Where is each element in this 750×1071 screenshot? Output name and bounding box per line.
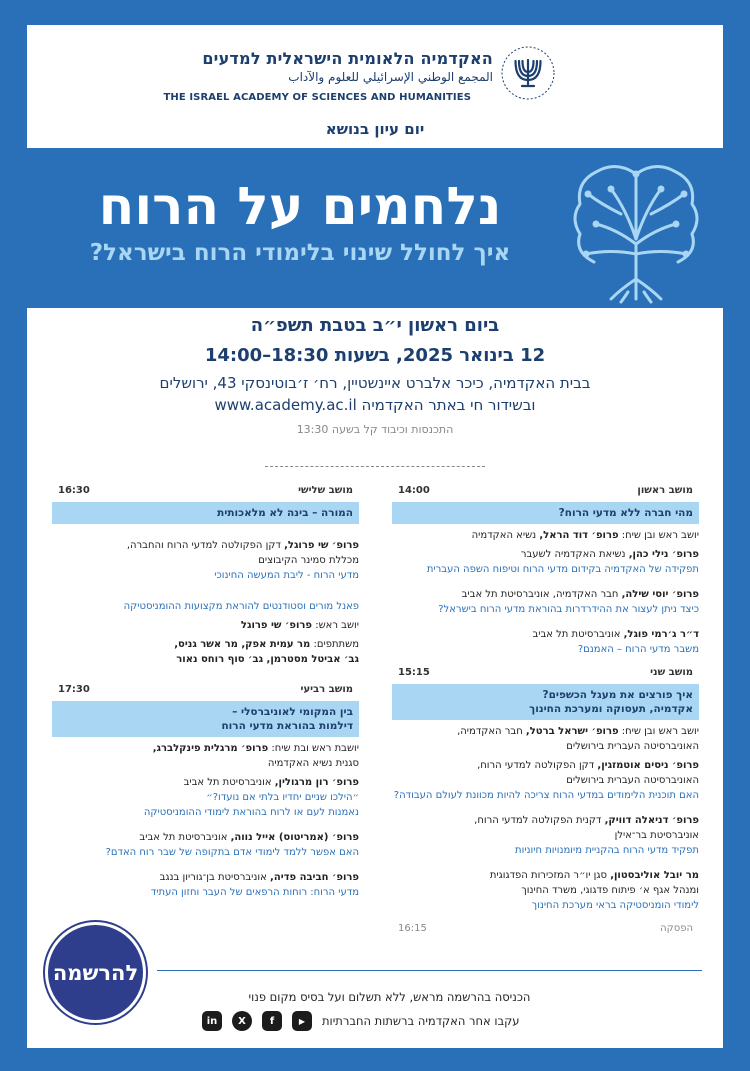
event-hebrew-date: ביום ראשון י״ב בטבת תשפ״ה <box>250 315 500 336</box>
speaker-topic: ״הילכו שניים יחדיו בלתי אם נועדו?״ <box>206 792 359 803</box>
tree-brain-icon <box>566 154 706 304</box>
speaker: פרופ׳ רון מרגולין, אוניברסיטת תל אביב <box>183 777 359 788</box>
speaker-topic: מדעי הרוח: רוחות הרפאים של העבר וחזון העתיד <box>150 887 359 898</box>
break-time: 16:15 <box>398 923 427 934</box>
admission-note: הכניסה בהרשמה מראש, ללא תשלום ועל בסיס מקום פנוי <box>248 990 531 1004</box>
speaker: פרופ׳ ניסים אוטמזגין, דקן הפקולטה למדעי הרוח, <box>477 760 699 771</box>
session-1 <box>392 485 699 657</box>
session-title: מהי חברה ללא מדעי הרוח? <box>392 502 699 524</box>
break-row <box>392 923 699 937</box>
menorah-emblem-icon <box>499 44 557 102</box>
broadcast-prefix: ובשידור חי באתר האקדמיה <box>361 396 536 414</box>
session-chair: יושב ראש ובן שיח: פרופ׳ דוד הראל, נשיא האקדמיה <box>471 530 699 541</box>
org-name-arabic: المجمع الوطني الإسرائيلي للعلوم والآداب <box>288 70 493 84</box>
x-icon[interactable]: X <box>232 1011 252 1031</box>
speaker-topic: מדעי הרוח - ליבת המעשה החינוכי <box>214 570 359 581</box>
speaker-topic: האם תוכנית הלימודים במדעי הרוח צריכה להיות מכוונת לעולם העבודה? <box>393 790 699 801</box>
event-broadcast <box>0 396 750 414</box>
speaker: פרופ׳ יוסי שילה, חבר האקדמיה, אוניברסיטת תל אביב <box>461 589 699 600</box>
speaker-topic-more: נאמנות לעם או לרוח בהוראת לימודי ההומניסטיקה <box>143 807 359 818</box>
session-2 <box>392 667 699 937</box>
org-name-hebrew: האקדמיה הלאומית הישראלית למדעים <box>202 49 493 68</box>
panel-participants-more: גב׳ אביטל מסטרמן, גב׳ סוף רוחס נאור <box>176 654 359 665</box>
speaker: פרופ׳ שי פרוגל, דקן הפקולטה למדעי הרוח והחברה, <box>126 540 359 551</box>
panel-chair: יושב ראש: פרופ׳ שי פרוגל <box>240 620 359 631</box>
session-chair-affiliation: סגנית נשיא האקדמיה <box>267 758 359 769</box>
session-4 <box>52 684 359 900</box>
speaker: ד״ר ג׳רמי פוגל, אוניברסיטת תל אביב <box>532 629 699 640</box>
speaker: פרופ׳ חביבה פדיה, אוניברסיטת בן־גוריון בנגב <box>159 872 359 883</box>
session-label: מושב ראשון <box>637 485 693 496</box>
linkedin-icon[interactable]: in <box>202 1011 222 1031</box>
break-label: הפסקה <box>660 923 693 934</box>
session-time: 14:00 <box>398 485 430 496</box>
event-date-time: 12 בינואר 2025, בשעות 18:30–14:00 <box>204 345 546 366</box>
speaker-affiliation: אוניברסיטת בר־אילן <box>614 830 699 841</box>
session-header <box>52 485 359 499</box>
event-title: נלחמים על הרוח <box>98 177 502 237</box>
session-header <box>52 684 359 698</box>
footer-divider <box>157 970 702 971</box>
org-name-english: THE ISRAEL ACADEMY OF SCIENCES AND HUMANITIES <box>163 92 471 103</box>
social-links <box>202 1011 312 1031</box>
session-title: המורה – בינה לא מלאכותית <box>52 502 359 524</box>
academy-url-link[interactable]: www.academy.ac.il <box>214 396 357 414</box>
session-label: מושב שני <box>650 667 693 678</box>
event-subtitle: איך לחולל שינוי בלימודי הרוח בישראל? <box>89 240 511 266</box>
speaker: פרופ׳ דניאלה דוויק, דקנית הפקולטה למדעי הרוח, <box>474 815 699 826</box>
panel-title: פאנל מורים וסטודנטים להוראת מקצועות ההומניסטיקה <box>123 601 359 612</box>
reception-note: התכנסות וכיבוד קל בשעה 13:30 <box>296 423 454 436</box>
session-title: בין המקומי לאוניברסלי – דילמות בהוראת מדעי הרוח <box>52 701 359 737</box>
session-label: מושב שלישי <box>298 485 353 496</box>
panel-participants: משתתפים: מר עמית אפק, מר אשר גניס, <box>174 639 359 650</box>
academy-logo-text <box>153 49 493 84</box>
session-time: 16:30 <box>58 485 90 496</box>
session-3 <box>52 485 359 667</box>
speaker-topic: משבר מדעי הרוח – האמנם? <box>577 644 699 655</box>
follow-note: עקבו אחר האקדמיה ברשתות החברתיות <box>322 1014 520 1028</box>
session-chair: יושב ראש ובן שיח: פרופ׳ ישראל ברטל, חבר האקדמיה, <box>457 726 699 737</box>
session-time: 17:30 <box>58 684 90 695</box>
facebook-icon[interactable]: f <box>262 1011 282 1031</box>
session-title: איך פורצים את מעגל הכשפים? אקדמיה, תעסוקה ומערכת החינוך <box>392 684 699 720</box>
event-location: בבית האקדמיה, כיכר אלברט איינשטיין, רח׳ ז׳בוטינסקי 43, ירושלים <box>159 374 591 392</box>
speaker-topic: תפקידה של האקדמיה בקידום מדעי הרוח וטיפוח השפה העברית <box>426 564 699 575</box>
speaker-affiliation: האוניברסיטה העברית בירושלים <box>566 775 699 786</box>
session-label: מושב רביעי <box>300 684 353 695</box>
speaker: מר יובל אוליבסטון, סגן יו״ר המזכירות הפדגוגית <box>489 870 699 881</box>
speaker-topic: תפקיד מדעי הרוח בהקניית מיומנויות חיוניות <box>515 845 699 856</box>
series-label: יום עיון בנושא <box>325 120 425 138</box>
divider <box>265 466 485 467</box>
speaker-topic: האם אפשר ללמד לימודי אדם בתקופה של שבר רוח האדם? <box>105 847 359 858</box>
speaker-affiliation: ומנהל אגף א׳ פיתוח פדגוגי, משרד החינוך <box>521 885 699 896</box>
event-details <box>0 315 750 436</box>
register-button[interactable]: להרשמה <box>45 922 146 1023</box>
session-header <box>392 485 699 499</box>
speaker-topic: לימודי הומניסטיקה בראי מערכת החינוך <box>531 900 699 911</box>
session-chair: יושבת ראש ובת שיח: פרופ׳ מרגלית פינקלברג, <box>152 743 359 754</box>
session-time: 15:15 <box>398 667 430 678</box>
session-chair-affiliation: האוניברסיטה העברית בירושלים <box>566 741 699 752</box>
youtube-icon[interactable]: ▶ <box>292 1011 312 1031</box>
speaker: פרופ׳ נילי כהן, נשיאת האקדמיה לשעבר <box>520 549 699 560</box>
title-banner <box>0 148 750 308</box>
speaker-affiliation: מכללת סמינר הקיבוצים <box>258 555 359 566</box>
session-header <box>392 667 699 681</box>
speaker-topic: כיצד ניתן לעצור את ההידרדרות בהוראת מדעי הרוח בישראל? <box>438 604 699 615</box>
speaker: פרופ׳ (אמריטוס) אייל נווה, אוניברסיטת תל אביב <box>139 832 359 843</box>
